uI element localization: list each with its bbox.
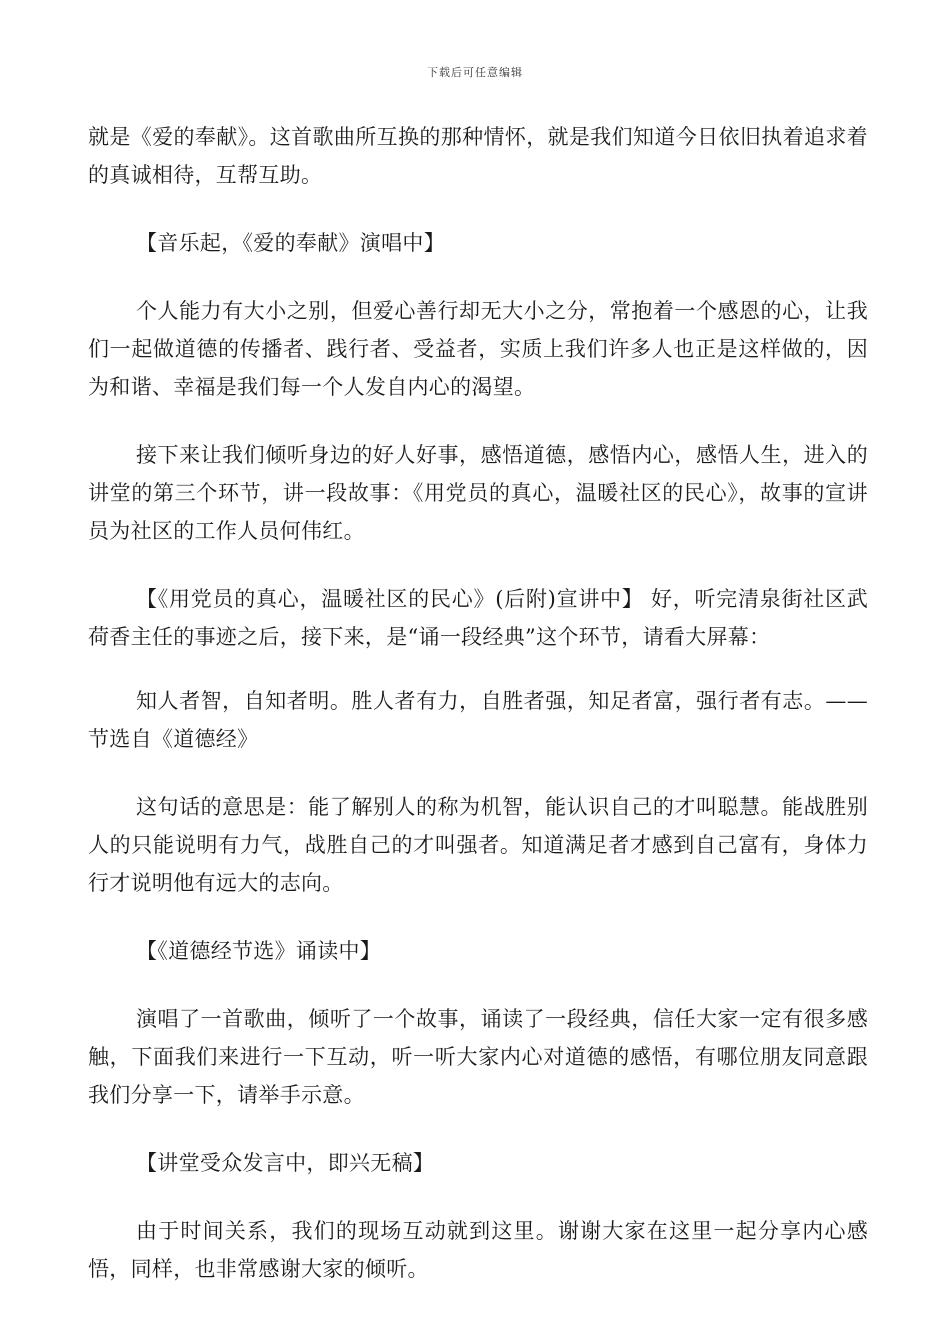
stage-direction-speech: 【讲堂受众发言中，即兴无稿】 xyxy=(136,1151,435,1175)
stage-direction-recital: 【《道德经节选》诵读中】 xyxy=(136,939,382,963)
paragraph-gratitude: 个人能力有大小之别，但爱心善行却无大小之分，常抱着一个感恩的心，让我们一起做道德的传播者、践行者、受益者，实质上我们许多人也正是这样做的，因为和谐、幸福是我们每一个人发自内心的渴望。 xyxy=(88,299,868,399)
paragraph-classic-quote: 知人者智，自知者明。胜人者有力，自胜者强，知足者富，强行者有志。——节选自《道德经》 xyxy=(88,689,868,751)
paragraph-closing: 由于时间关系，我们的现场互动就到这里。谢谢大家在这里一起分享内心感悟，同样，也非常感谢大家的倾听。 xyxy=(88,1219,868,1281)
stage-direction-song: 【音乐起，《爱的奉献》演唱中】 xyxy=(136,231,445,255)
page-header-note: 下载后可任意编辑 xyxy=(427,66,523,79)
paragraph-continuation: 就是《爱的奉献》。这首歌曲所互换的那种情怀，就是我们知道今日依旧执着追求着的真诚相待，互帮互助。 xyxy=(88,125,868,187)
paragraph-quote-meaning: 这句话的意思是：能了解别人的称为机智，能认识自己的才叫聪慧。能战胜别人的只能说明有力气，战胜自己的才叫强者。知道满足者才感到自己富有，身体力行才说明他有远大的志向。 xyxy=(88,795,868,895)
paragraph-interaction: 演唱了一首歌曲，倾听了一个故事，诵读了一段经典，信任大家一定有很多感触，下面我们来进行一下互动，听一听大家内心对道德的感悟，有哪位朋友同意跟我们分享一下，请举手示意。 xyxy=(88,1007,868,1107)
document-body xyxy=(88,118,868,1288)
paragraph-story-stage: 【《用党员的真心，温暖社区的民心》(后附)宣讲中】 好，听完清泉街社区武荷香主任的事迹之后，接下来，是“诵一段经典”这个环节，请看大屏幕： xyxy=(88,587,868,649)
paragraph-story-intro: 接下来让我们倾听身边的好人好事，感悟道德，感悟内心，感悟人生，进入的讲堂的第三个环节，讲一段故事：《用党员的真心，温暖社区的民心》，故事的宣讲员为社区的工作人员何伟红。 xyxy=(88,443,868,543)
